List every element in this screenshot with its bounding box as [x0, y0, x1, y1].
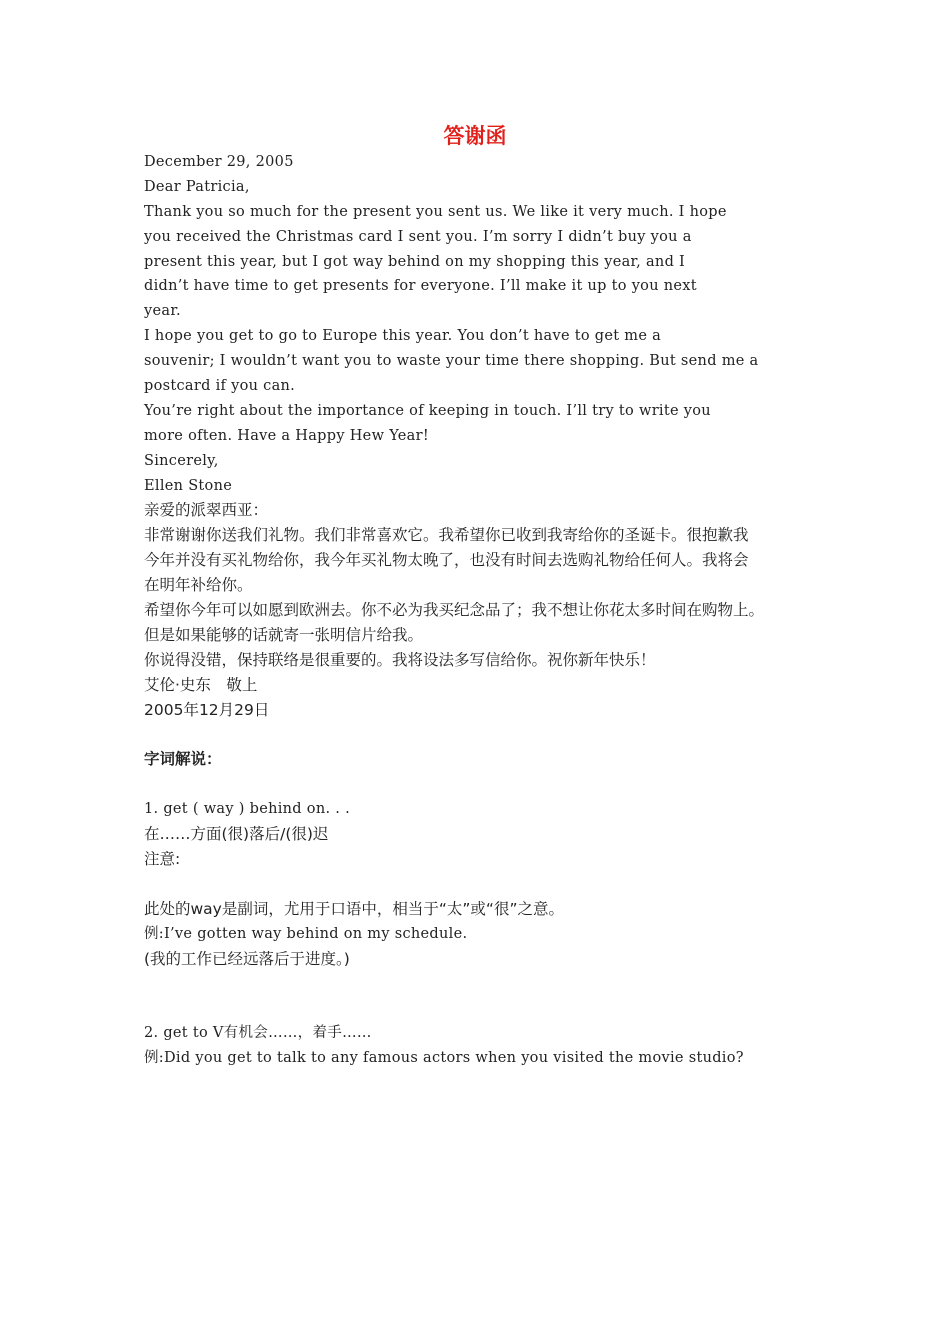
translation-line: 在明年补给你。 [144, 576, 253, 595]
letter-line: you received the Christmas card I sent you. I’m sorry I didn’t buy you a [144, 228, 692, 245]
letter-closing: Sincerely, [144, 452, 219, 469]
letter-line: You’re right about the importance of keeping in touch. I’ll try to write you [144, 402, 711, 419]
spacer [144, 772, 814, 797]
spacer [144, 722, 814, 747]
note-example: 例:I’ve gotten way behind on my schedule. [144, 925, 468, 942]
letter-signature: Ellen Stone [144, 477, 233, 494]
letter-line: didn’t have time to get presents for everyone. I’ll make it up to you next [144, 278, 697, 295]
translation-line: 但是如果能够的话就寄一张明信片给我。 [144, 625, 424, 644]
note-phrase: 1. get ( way ) behind on. . . [144, 801, 351, 818]
letter-line: postcard if you can. [144, 378, 296, 395]
letter-line: Thank you so much for the present you sent us. We like it very much. I hope [144, 203, 727, 220]
translation-line: 希望你今年可以如愿到欧洲去。你不必为我买纪念品了；我不想让你花太多时间在购物上。 [144, 601, 765, 620]
letter-date: December 29, 2005 [144, 154, 294, 170]
note-explanation: 此处的way是副词，尤用于口语中，相当于“太”或“很”之意。 [144, 899, 564, 918]
letter-greeting: Dear Patricia, [144, 178, 250, 195]
document-body [144, 150, 814, 1071]
translation-line: 今年并没有买礼物给你，我今年买礼物太晚了，也没有时间去选购礼物给任何人。我将会 [144, 551, 749, 570]
translation-signature: 艾伦·史东 敬上 [144, 675, 258, 694]
spacer [144, 971, 814, 996]
note-label: 注意: [144, 849, 181, 868]
note-example: 例:Did you get to talk to any famous actors when you visited the movie studio? [144, 1050, 744, 1067]
translation-line: 你说得没错，保持联络是很重要的。我将设法多写信给你。祝你新年快乐！ [144, 650, 656, 669]
letter-line: present this year, but I got way behind on my shopping this year, and I [144, 253, 686, 270]
notes-heading: 字词解说： [144, 750, 222, 769]
letter-line: more often. Have a Happy Hew Year! [144, 427, 429, 444]
note-example-translation: (我的工作已经远落后于进度。) [144, 949, 350, 968]
translation-greeting: 亲爱的派翠西亚： [144, 501, 269, 520]
spacer [144, 872, 814, 897]
letter-line: souvenir; I wouldn’t want you to waste your time there shopping. But send me a [144, 353, 759, 370]
letter-line: year. [144, 303, 181, 320]
translation-line: 非常谢谢你送我们礼物。我们非常喜欢它。我希望你已收到我寄给你的圣诞卡。很抱歉我 [144, 526, 749, 545]
page-title: 答谢函 [443, 124, 507, 148]
letter-line: I hope you get to go to Europe this year. You don’t have to get me a [144, 328, 662, 345]
translation-date: 2005年12月29日 [144, 700, 270, 719]
spacer [144, 996, 814, 1021]
note-phrase: 2. get to V有机会……，着手…… [144, 1025, 372, 1042]
note-meaning: 在……方面(很)落后/(很)迟 [144, 825, 329, 844]
